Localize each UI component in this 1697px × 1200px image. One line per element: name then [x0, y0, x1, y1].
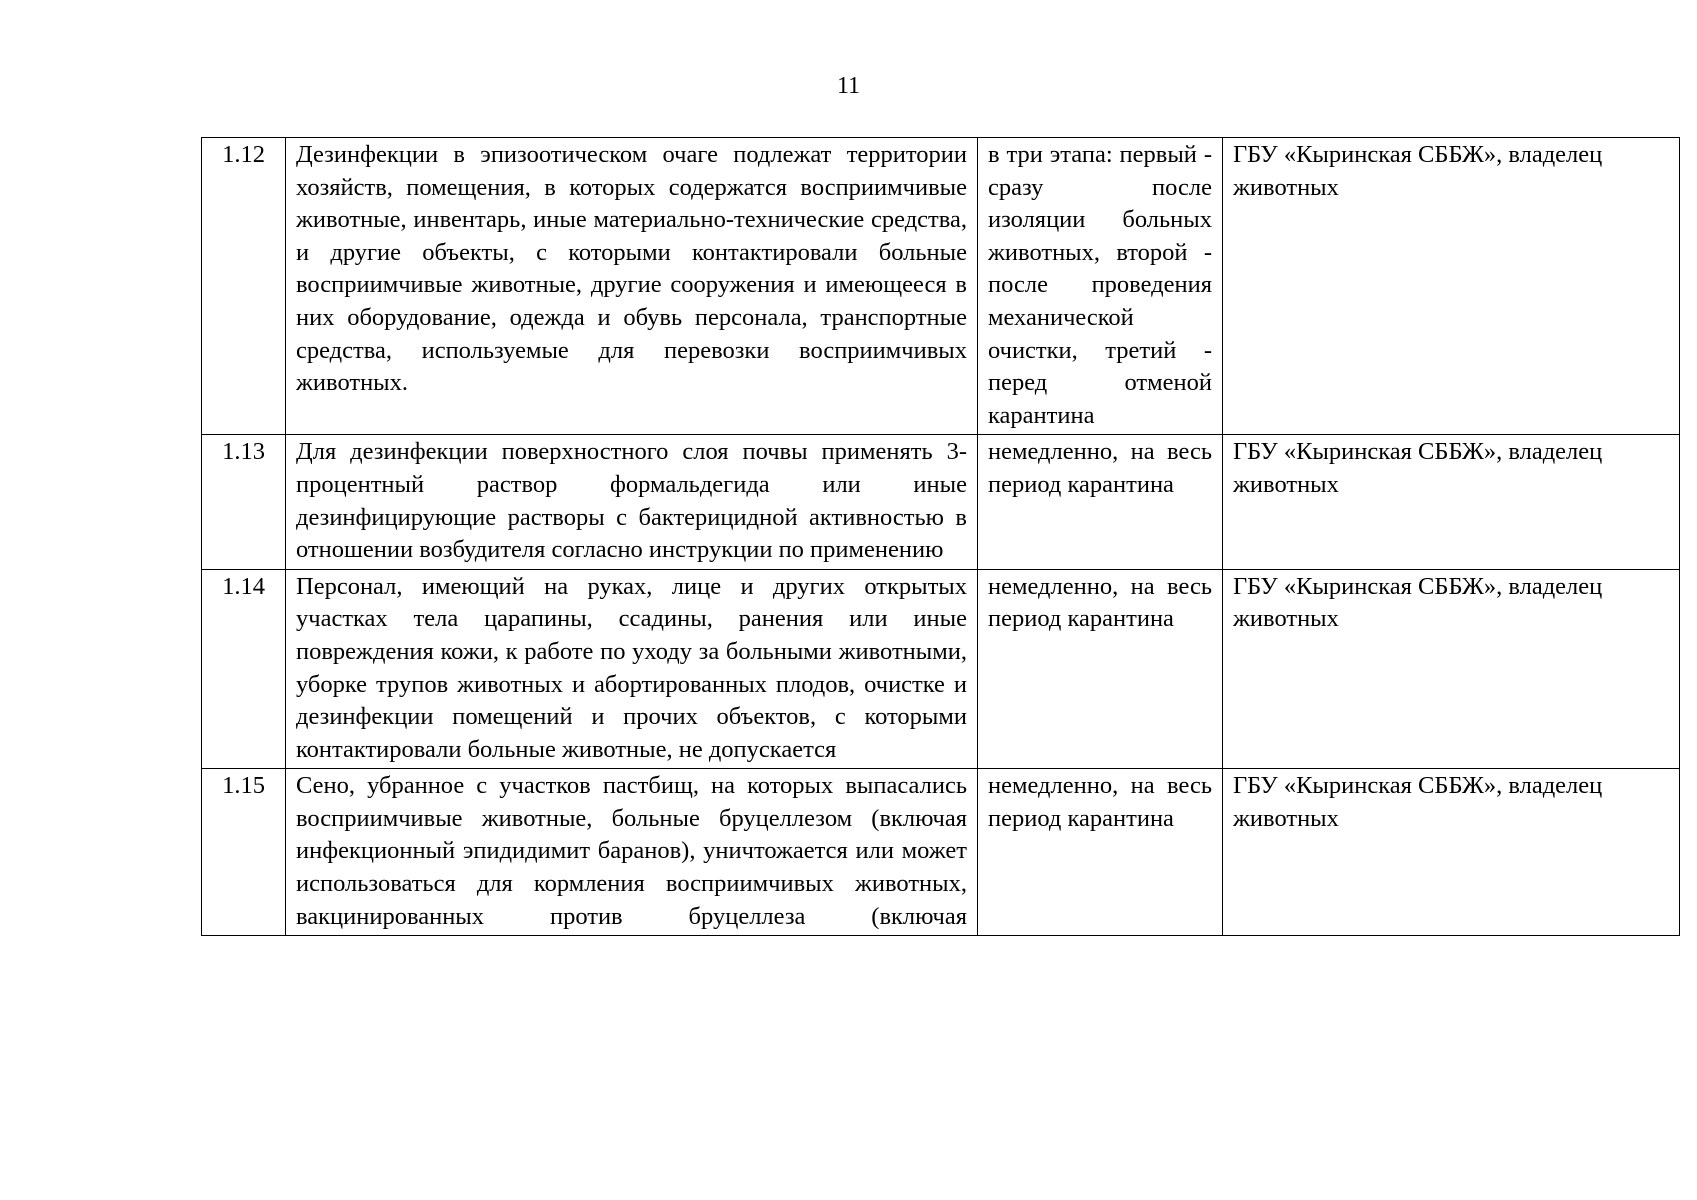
row-number: 1.12	[202, 138, 286, 435]
row-number: 1.13	[202, 435, 286, 569]
row-number: 1.14	[202, 569, 286, 769]
measure-responsible: ГБУ «Кыринская СББЖ», владелец животных	[1223, 138, 1680, 435]
measure-description: Дезинфекции в эпизоотическом очаге подлежат территории хозяйств, помещения, в которых содержатся восприимчивые животные, инвентарь, иные материально-технические средства, и другие объекты, с которыми контактировали больные восприимчивые животные, другие сооружения и имеющееся в них оборудование, одежда и обувь персонала, транспортные средства, используемые для перевозки восприимчивых животных.	[286, 138, 978, 435]
measure-responsible: ГБУ «Кыринская СББЖ», владелец животных	[1223, 569, 1680, 769]
measure-responsible: ГБУ «Кыринская СББЖ», владелец животных	[1223, 435, 1680, 569]
measure-responsible: ГБУ «Кыринская СББЖ», владелец животных	[1223, 769, 1680, 936]
measures-table	[201, 137, 1680, 936]
measure-description: Сено, убранное с участков пастбищ, на которых выпасались восприимчивые животные, больные бруцеллезом (включая инфекционный эпидидимит баранов), уничтожается или может использоваться для кормления восприимчивых животных, вакцинированных против бруцеллеза (включая	[286, 769, 978, 936]
measure-term: немедленно, на весь период карантина	[978, 569, 1223, 769]
measure-term: в три этапа: первый - сразу после изоляции больных животных, второй - после проведения механической очистки, третий - перед отменой карантина	[978, 138, 1223, 435]
table-row	[202, 435, 1680, 569]
measure-description: Персонал, имеющий на руках, лице и других открытых участках тела царапины, ссадины, ранения или иные повреждения кожи, к работе по уходу за больными животными, уборке трупов животных и абортированных плодов, очистке и дезинфекции помещений и прочих объектов, с которыми контактировали больные животные, не допускается	[286, 569, 978, 769]
measure-description: Для дезинфекции поверхностного слоя почвы применять 3-процентный раствор формальдегида или иные дезинфицирующие растворы с бактерицидной активностью в отношении возбудителя согласно инструкции по применению	[286, 435, 978, 569]
measure-term: немедленно, на весь период карантина	[978, 435, 1223, 569]
page-number: 11	[836, 73, 861, 99]
table-row	[202, 569, 1680, 769]
table-row	[202, 769, 1680, 936]
row-number: 1.15	[202, 769, 286, 936]
measure-term: немедленно, на весь период карантина	[978, 769, 1223, 936]
table-row	[202, 138, 1680, 435]
